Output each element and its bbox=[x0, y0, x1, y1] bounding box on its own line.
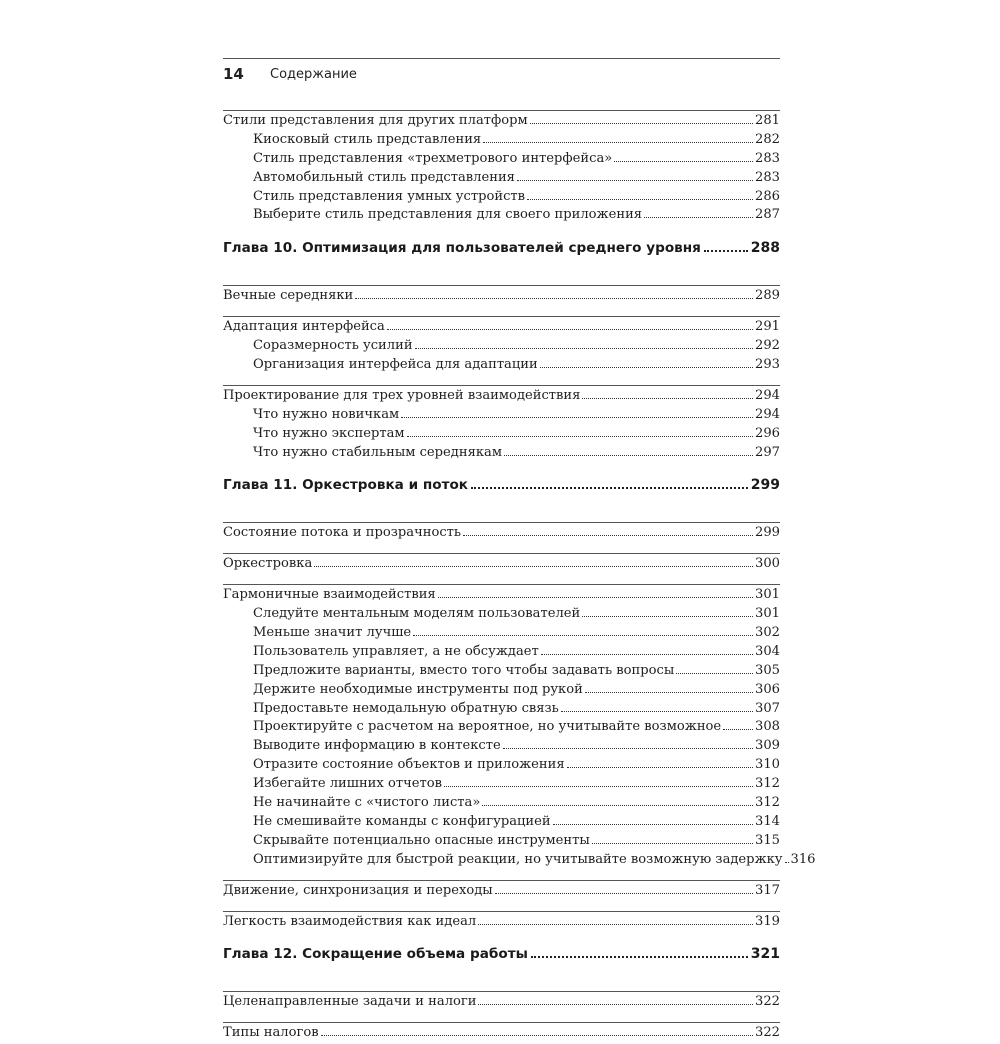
toc-entry-page: 297 bbox=[755, 444, 780, 460]
dot-leader bbox=[387, 328, 753, 330]
toc-subsection-entry bbox=[223, 625, 780, 644]
toc-entry-page: 287 bbox=[755, 207, 780, 223]
toc-entry-page: 288 bbox=[750, 240, 780, 257]
dot-leader bbox=[561, 710, 753, 712]
toc-entry-page: 322 bbox=[755, 1025, 780, 1041]
toc-entry-title: Стили представления для других платформ bbox=[223, 113, 528, 128]
toc-entry-title: Что нужно стабильным середнякам bbox=[253, 444, 503, 460]
toc-entry-page: 283 bbox=[755, 150, 780, 166]
toc-subsection-entry bbox=[223, 851, 816, 871]
toc-section-entry bbox=[223, 911, 780, 933]
toc-entry-title: Пользователь управляет, а не обсуждает bbox=[253, 643, 539, 659]
toc-entry-page: 305 bbox=[755, 662, 780, 678]
toc-section-entry bbox=[223, 1022, 780, 1044]
toc-entry-title: Меньше значит лучше bbox=[253, 625, 412, 641]
toc-section-entry bbox=[223, 316, 780, 338]
dot-leader bbox=[531, 955, 748, 958]
toc-section-entry bbox=[223, 553, 780, 575]
toc-entry-page: 309 bbox=[755, 738, 780, 754]
toc-entry-title: Состояние потока и прозрачность bbox=[223, 525, 462, 541]
toc-subsection-entry bbox=[223, 357, 780, 376]
toc-entry-title: Что нужно новичкам bbox=[253, 406, 400, 422]
toc-entry-page: 322 bbox=[755, 994, 780, 1010]
toc-entry-page: 319 bbox=[755, 913, 780, 929]
toc-entry-page: 281 bbox=[755, 113, 780, 128]
toc-subsection-entry bbox=[223, 445, 780, 464]
toc-entry-title: Проектируйте с расчетом на вероятное, но учитывайте возможное bbox=[253, 719, 722, 735]
dot-leader bbox=[517, 179, 753, 181]
dot-leader bbox=[415, 347, 753, 349]
dot-leader bbox=[482, 804, 753, 806]
toc-entry-page: 282 bbox=[755, 131, 780, 147]
dot-leader bbox=[478, 923, 753, 925]
toc-entry-title: Скрывайте потенциально опасные инструменты bbox=[253, 832, 590, 848]
dot-leader bbox=[723, 728, 753, 730]
chapter-heading bbox=[223, 240, 780, 276]
toc-entry-title: Глава 11. Оркестровка и поток bbox=[223, 477, 469, 494]
dot-leader bbox=[592, 842, 753, 844]
toc-entry-title: Что нужно экспертам bbox=[253, 425, 405, 441]
dot-leader bbox=[413, 634, 753, 636]
dot-leader bbox=[704, 249, 748, 252]
toc-subsection-entry bbox=[223, 644, 780, 663]
dot-leader bbox=[463, 534, 753, 536]
toc-entry-title: Выводите информацию в контексте bbox=[253, 738, 501, 754]
toc-subsection-entry bbox=[223, 719, 780, 738]
toc-entry-title: Целенаправленные задачи и налоги bbox=[223, 994, 477, 1010]
dot-leader bbox=[540, 366, 753, 368]
dot-leader bbox=[321, 1034, 753, 1036]
dot-leader bbox=[503, 747, 753, 749]
toc-entry-page: 291 bbox=[755, 319, 780, 335]
toc-entry-page: 299 bbox=[755, 525, 780, 541]
toc-entry-title: Киосковый стиль представления bbox=[253, 131, 482, 147]
chapter-heading bbox=[223, 946, 780, 982]
dot-leader bbox=[644, 216, 753, 218]
dot-leader bbox=[785, 861, 789, 863]
toc-subsection-entry bbox=[223, 701, 780, 720]
dot-leader bbox=[585, 691, 753, 693]
toc-section-entry bbox=[223, 991, 780, 1013]
page-header bbox=[223, 58, 780, 89]
toc-entry-title: Следуйте ментальным моделям пользователей bbox=[253, 606, 581, 622]
toc-entry-title: Предложите варианты, вместо того чтобы задавать вопросы bbox=[253, 662, 675, 678]
toc-subsection-entry bbox=[223, 795, 780, 814]
toc-entry-title: Держите необходимые инструменты под рукой bbox=[253, 681, 583, 697]
toc-subsection-entry bbox=[223, 407, 780, 426]
toc-entry-page: 312 bbox=[755, 795, 780, 811]
dot-leader bbox=[314, 565, 753, 567]
toc-entry-page: 301 bbox=[755, 587, 780, 603]
toc-entry-title: Соразмерность усилий bbox=[253, 338, 413, 354]
dot-leader bbox=[614, 160, 753, 162]
toc-entry-title: Легкость взаимодействия как идеал bbox=[223, 913, 477, 929]
toc-entry-page: 286 bbox=[755, 188, 780, 204]
dot-leader bbox=[478, 1003, 753, 1005]
toc-subsection-entry bbox=[223, 776, 780, 795]
toc-subsection-entry bbox=[223, 189, 780, 208]
toc-subsection-entry bbox=[223, 426, 780, 445]
toc-subsection-entry bbox=[223, 132, 780, 151]
dot-leader bbox=[541, 653, 753, 655]
toc-entry-title: Проектирование для трех уровней взаимодействия bbox=[223, 387, 581, 403]
toc-entry-title: Выберите стиль представления для своего приложения bbox=[253, 207, 643, 223]
toc-entry-page: 315 bbox=[755, 832, 780, 848]
dot-leader bbox=[582, 615, 753, 617]
toc-entry-page: 283 bbox=[755, 169, 780, 185]
toc-entry-page: 317 bbox=[755, 882, 780, 898]
dot-leader bbox=[438, 596, 753, 598]
dot-leader bbox=[567, 766, 753, 768]
toc-entry-title: Глава 12. Сокращение объема работы bbox=[223, 946, 528, 963]
dot-leader bbox=[401, 416, 753, 418]
dot-leader bbox=[495, 892, 753, 894]
toc-subsection-entry bbox=[223, 757, 780, 776]
toc-entry-page: 301 bbox=[755, 606, 780, 622]
toc-section-entry bbox=[223, 285, 780, 307]
toc-entry-page: 296 bbox=[755, 425, 780, 441]
toc-entry-title: Оптимизируйте для быстрой реакции, но учитывайте возможную задержку bbox=[253, 851, 783, 867]
table-of-contents bbox=[223, 101, 816, 1044]
toc-subsection-entry bbox=[223, 814, 780, 833]
toc-entry-title: Отразите состояние объектов и приложения bbox=[253, 757, 565, 773]
dot-leader bbox=[483, 141, 753, 143]
toc-entry-title: Гармоничные взаимодействия bbox=[223, 587, 436, 603]
toc-entry-page: 316 bbox=[790, 851, 816, 867]
toc-entry-title: Не начинайте с «чистого листа» bbox=[253, 795, 481, 811]
toc-entry-page: 300 bbox=[755, 556, 780, 572]
toc-entry-title: Вечные середняки bbox=[223, 288, 354, 304]
toc-entry-title: Автомобильный стиль представления bbox=[253, 169, 515, 185]
toc-subsection-entry bbox=[223, 151, 780, 170]
dot-leader bbox=[530, 122, 753, 124]
dot-leader bbox=[355, 297, 753, 299]
toc-subsection-entry bbox=[223, 606, 780, 625]
toc-entry-page: 302 bbox=[755, 625, 780, 641]
toc-section-entry bbox=[223, 385, 780, 407]
toc-entry-title: Глава 10. Оптимизация для пользователей среднего уровня bbox=[223, 240, 701, 257]
toc-subsection-entry bbox=[223, 738, 780, 757]
dot-leader bbox=[676, 672, 753, 674]
toc-subsection-entry bbox=[223, 338, 780, 357]
dot-leader bbox=[407, 435, 753, 437]
toc-entry-title: Предоставьте немодальную обратную связь bbox=[253, 700, 559, 716]
toc-subsection-entry bbox=[223, 207, 780, 226]
toc-subsection-entry bbox=[223, 682, 780, 701]
toc-entry-page: 310 bbox=[755, 757, 780, 773]
dot-leader bbox=[471, 486, 748, 489]
toc-entry-page: 304 bbox=[755, 643, 780, 659]
toc-entry-title: Стиль представления умных устройств bbox=[253, 188, 526, 204]
toc-entry-page: 306 bbox=[755, 681, 780, 697]
toc-section-entry bbox=[223, 584, 780, 606]
toc-entry-title: Стиль представления «трехметрового интерфейса» bbox=[253, 150, 613, 166]
toc-entry-page: 289 bbox=[755, 288, 780, 304]
toc-entry-title: Оркестровка bbox=[223, 556, 313, 572]
toc-subsection-entry bbox=[223, 663, 780, 682]
toc-entry-page: 314 bbox=[755, 813, 780, 829]
toc-entry-page: 299 bbox=[750, 477, 780, 494]
toc-entry-title: Не смешивайте команды с конфигурацией bbox=[253, 813, 551, 829]
toc-entry-page: 294 bbox=[755, 387, 780, 403]
toc-entry-page: 321 bbox=[750, 946, 780, 963]
toc-entry-page: 294 bbox=[755, 406, 780, 422]
dot-leader bbox=[504, 454, 753, 456]
toc-entry-page: 293 bbox=[755, 357, 780, 373]
toc-entry-page: 312 bbox=[755, 776, 780, 792]
page-number: 14 bbox=[223, 65, 244, 83]
toc-section-entry bbox=[223, 110, 780, 132]
dot-leader bbox=[444, 785, 753, 787]
toc-entry-page: 292 bbox=[755, 338, 780, 354]
dot-leader bbox=[582, 397, 753, 399]
toc-entry-title: Движение, синхронизация и переходы bbox=[223, 882, 493, 898]
running-title: Содержание bbox=[270, 67, 357, 82]
toc-subsection-entry bbox=[223, 170, 780, 189]
toc-section-entry bbox=[223, 880, 780, 902]
toc-entry-title: Типы налогов bbox=[223, 1025, 319, 1041]
chapter-heading bbox=[223, 477, 780, 513]
toc-entry-title: Организация интерфейса для адаптации bbox=[253, 357, 538, 373]
toc-section-entry bbox=[223, 522, 780, 544]
dot-leader bbox=[527, 198, 753, 200]
toc-entry-title: Избегайте лишних отчетов bbox=[253, 776, 442, 792]
toc-entry-page: 308 bbox=[755, 719, 780, 735]
dot-leader bbox=[553, 823, 753, 825]
toc-subsection-entry bbox=[223, 833, 780, 852]
toc-entry-page: 307 bbox=[755, 700, 780, 716]
toc-entry-title: Адаптация интерфейса bbox=[223, 319, 385, 335]
